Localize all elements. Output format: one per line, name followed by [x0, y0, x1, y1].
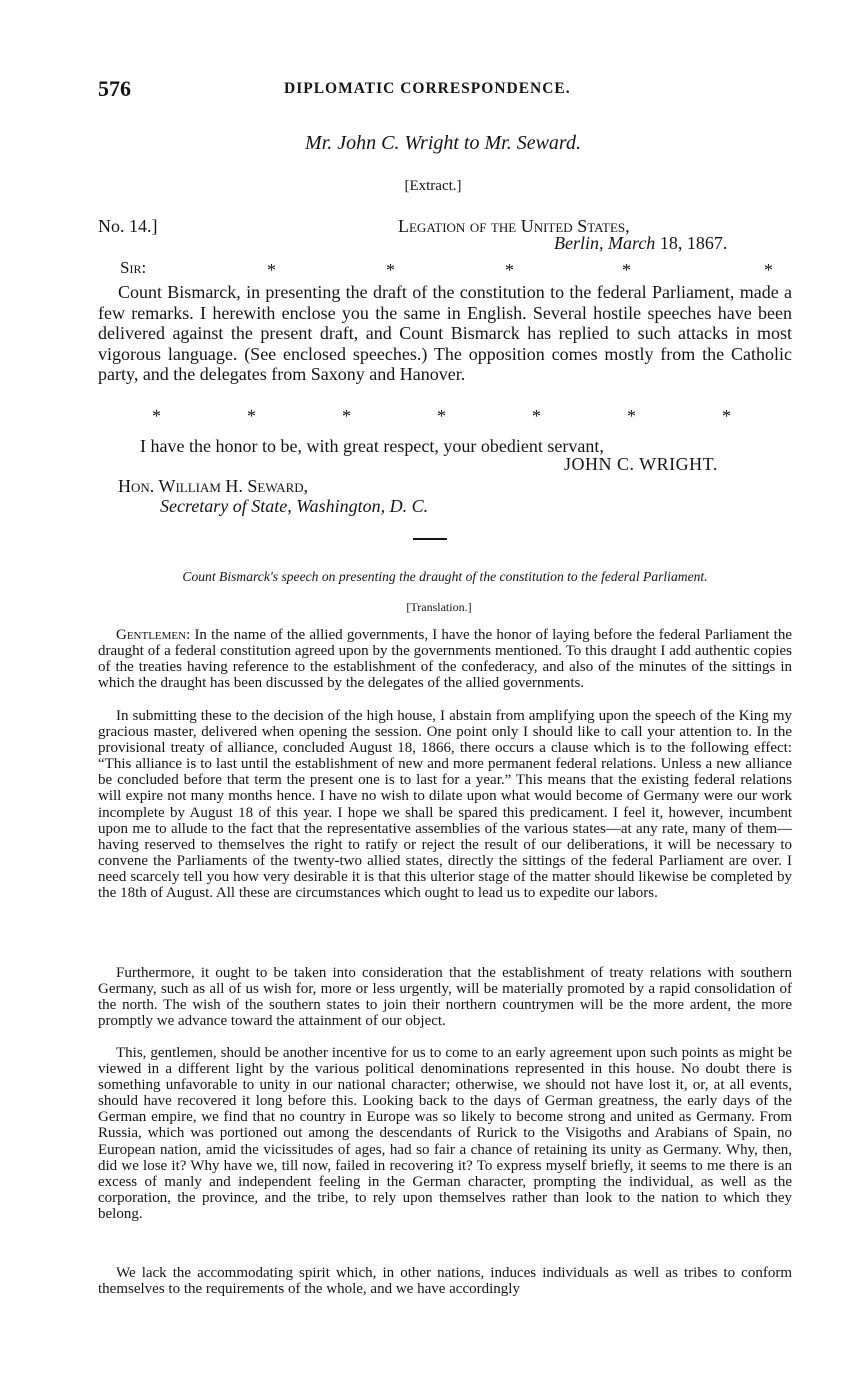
ellipsis-star: * — [267, 260, 276, 280]
letter-date — [554, 233, 727, 254]
speech-paragraph: In submitting these to the decision of the high house, I abstain from amplifying upon the speech of the King my gracious master, delivered when opening the session. One point only I should like to call your attention to. In the provisional treaty of alliance, concluded August 18, 1866, there occurs a clause which is to the following effect: “This alliance is to last until the establishment of new and more permanent federal relations. Unless a new alliance be concluded before that term the present one is to last for a year.” This means that the existing federal relations will expire not many months hence. I have no wish to dilate upon what would become of Germany were our work incomplete by August 18 of this year. I hope we shall be spared this predicament. I feel it, however, incumbent upon me to allude to the fact that the representative assemblies of the various states—at any rate, many of them—having reserved to themselves the right to ratify or reject the result of our deliberations, it will be necessary to convene the Parliaments of the twenty-two allied states, directly the sittings of the federal Parliament are over. I need scarcely tell you how very desirable it is that this ulterior stage of the matter should likewise be completed by the 18th of August. All these are circumstances which ought to lead us to expedite our labors. — [98, 708, 792, 902]
despatch-number: No. 14.] — [98, 216, 158, 236]
translation-note: [Translation.] — [406, 600, 472, 614]
speech-paragraph: Furthermore, it ought to be taken into consideration that the establishment of treaty relations with southern Germany, such as all of us wish for, more or less urgently, will be materially promoted by a rapid consolidation of the north. The wish of the southern states to join their northern countrymen will be the more ardent, the more promptly we advance toward the attainment of our object. — [98, 965, 792, 1030]
legation-line: Legation of the United States, — [398, 216, 630, 236]
page-number: 576 — [98, 76, 131, 101]
ellipsis-star: * — [622, 260, 631, 280]
extract-note: [Extract.] — [404, 178, 462, 194]
speech-title: Count Bismarck's speech on presenting the draught of the constitution to the federal Parliament. — [182, 569, 708, 584]
ellipsis-star: * — [437, 406, 446, 426]
speech-paragraph: This, gentlemen, should be another incentive for us to come to an early agreement upon such points as might be viewed in a different light by the various political denominations represented in this house. No doubt there is something unfavorable to unity in our national character; otherwise, we should not have lost it, or, at all events, should have recovered it long before this. Looking back to the days of German greatness, the early days of the German empire, we find that no country in Europe was so likely to become strong and united as Germany. From Russia, which was portioned out among the descendants of Rurick to the Visigoths and Arabians of Spain, no European nation, amid the vicissitudes of ages, had so fair a chance of retaining its unity as Germany. Why, then, did we lose it? Why have we, till now, failed in recovering it? To express myself briefly, it seems to me there is an excess of manly and independent feeling in the German character, prompting the individual, as well as the corporation, the province, and the tribe, to rely upon themselves rather than look to the nation to which they belong. — [98, 1045, 792, 1222]
letter-heading: Mr. John C. Wright to Mr. Seward. — [305, 132, 581, 154]
ellipsis-star: * — [152, 406, 161, 426]
speech-paragraph: We lack the accommodating spirit which, in other nations, induces individuals as well as tribes to conform themselves to the requirements of the whole, and we have accordingly — [98, 1265, 792, 1298]
addressee-name: Hon. William H. Seward, — [118, 476, 309, 496]
ellipsis-star: * — [386, 260, 395, 280]
speech-salutation: Gentlemen: — [116, 627, 191, 643]
letter-body: Count Bismarck, in presenting the draft of the constitution to the federal Parliament, made a few remarks. I herewith enclose you the same in English. Several hostile speeches have been delivered against the present draft, and Count Bismarck has replied to such attacks in most vigorous language. (See enclosed speeches.) The opposition comes mostly from the Catholic party, and the delegates from Saxony and Hanover. — [98, 282, 792, 385]
letter-signature: JOHN C. WRIGHT. — [564, 454, 718, 474]
section-divider — [413, 538, 447, 540]
ellipsis-star: * — [722, 406, 731, 426]
date-number: 18, 1867. — [659, 233, 728, 253]
ellipsis-star: * — [627, 406, 636, 426]
speech-paragraph-text: In the name of the allied governments, I have the honor of laying before the federal Parliament the draught of a federal constitution agreed upon by the governments mentioned. To this draught I add authentic copies of the treaties having reference to the establishment of the confederacy, and also of the minutes of the sittings in which the draught has been discussed by the delegates of the allied governments. — [98, 627, 792, 692]
addressee-title: Secretary of State, Washington, D. C. — [160, 496, 429, 516]
date-place: Berlin, March — [554, 233, 656, 253]
letter-closing: I have the honor to be, with great respect, your obedient servant, — [140, 436, 604, 456]
ellipsis-star: * — [532, 406, 541, 426]
ellipsis-star: * — [505, 260, 514, 280]
running-head: DIPLOMATIC CORRESPONDENCE. — [284, 80, 571, 97]
letter-salutation: Sir: — [120, 258, 147, 277]
ellipsis-star: * — [342, 406, 351, 426]
ellipsis-star: * — [764, 260, 773, 280]
speech-paragraph — [98, 627, 792, 691]
ellipsis-star: * — [247, 406, 256, 426]
